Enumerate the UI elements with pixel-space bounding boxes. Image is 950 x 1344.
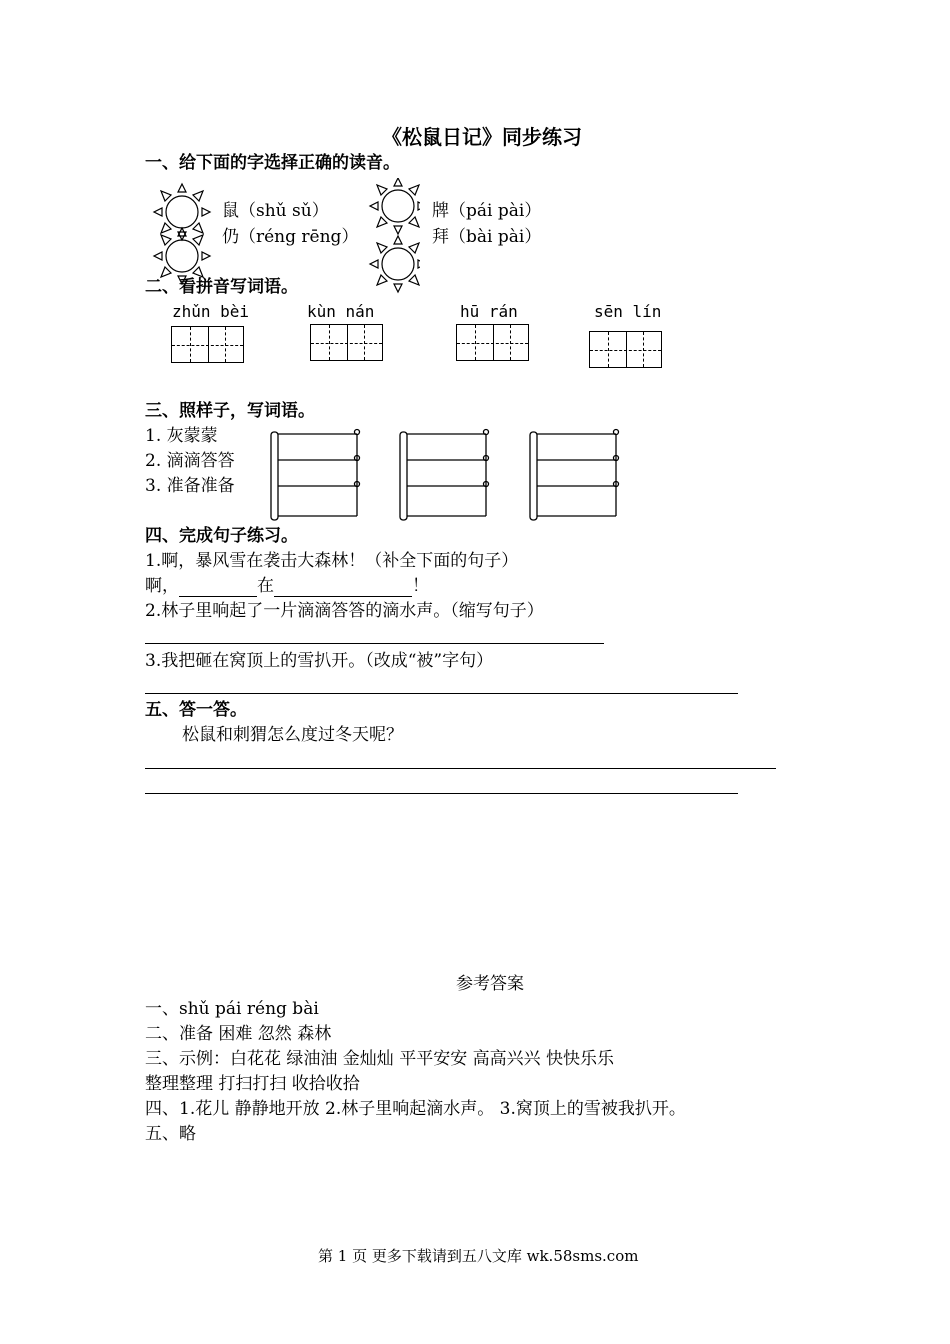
answer-row: 五、略 (145, 1124, 196, 1144)
writing-grid[interactable] (589, 331, 662, 368)
answer-row: 一、shǔ pái réng bài (145, 999, 319, 1019)
reading-item-pai: 牌（pái pài） (432, 201, 542, 221)
writing-grid[interactable] (310, 324, 383, 361)
pinyin-label: sēn lín (594, 302, 662, 321)
writing-grid[interactable] (456, 324, 529, 361)
scroll-icon (400, 430, 489, 521)
sun-icon (370, 178, 420, 234)
section2-heading: 二、看拼音写词语。 (145, 277, 298, 297)
section3-heading: 三、照样子，写词语。 (145, 401, 315, 421)
reading-item-bai: 拜（bài pài） (432, 227, 542, 247)
question-1-fill: 啊， 在 ！ (145, 576, 429, 596)
example-item: 2. 滴滴答答 (145, 451, 235, 471)
answer-line[interactable] (145, 643, 604, 644)
blank-field[interactable] (274, 578, 412, 597)
answer-row: 二、准备 困难 忽然 森林 (145, 1024, 332, 1044)
page-title: 《松鼠日记》同步练习 (382, 125, 582, 149)
reading-item-shu: 鼠（shǔ sǔ） (222, 201, 329, 221)
section5-heading: 五、答一答。 (145, 700, 247, 720)
pinyin-label: hū rán (460, 302, 518, 321)
answer-row: 整理整理 打扫打扫 收拾收拾 (145, 1074, 360, 1094)
sun-icon (154, 184, 210, 240)
scroll-icon (530, 430, 619, 521)
answers-heading: 参考答案 (456, 974, 524, 994)
question-5: 松鼠和刺猬怎么度过冬天呢？ (182, 725, 403, 745)
page-footer: 第 1 页 更多下载请到五八文库 wk.58sms.com (318, 1247, 639, 1265)
question-2: 2.林子里响起了一片滴滴答答的滴水声。（缩写句子） (145, 601, 544, 621)
sun-icon (370, 236, 420, 292)
reading-item-reng: 仍（réng rēng） (222, 227, 359, 247)
scroll-boxes (268, 426, 628, 522)
example-item: 3. 准备准备 (145, 476, 235, 496)
answer-line[interactable] (145, 693, 738, 694)
example-item: 1. 灰蒙蒙 (145, 426, 218, 446)
pinyin-label: zhǔn bèi (172, 302, 250, 321)
question-1: 1.啊，暴风雪在袭击大森林！（补全下面的句子） (145, 551, 519, 571)
section1-heading: 一、给下面的字选择正确的读音。 (145, 153, 400, 173)
answer-row: 三、示例：白花花 绿油油 金灿灿 平平安安 高高兴兴 快快乐乐 (145, 1049, 615, 1069)
answer-line[interactable] (145, 793, 738, 794)
answer-line[interactable] (145, 768, 776, 769)
blank-field[interactable] (179, 578, 257, 597)
question-3: 3.我把砸在窝顶上的雪扒开。（改成“被”字句） (145, 651, 494, 671)
section4-heading: 四、完成句子练习。 (145, 526, 298, 546)
answer-row: 四、1.花儿 静静地开放 2.林子里响起滴水声。 3.窝顶上的雪被我扒开。 (145, 1099, 686, 1119)
writing-grid[interactable] (171, 326, 244, 363)
scroll-icon (271, 430, 360, 521)
pinyin-label: kùn nán (307, 302, 375, 321)
